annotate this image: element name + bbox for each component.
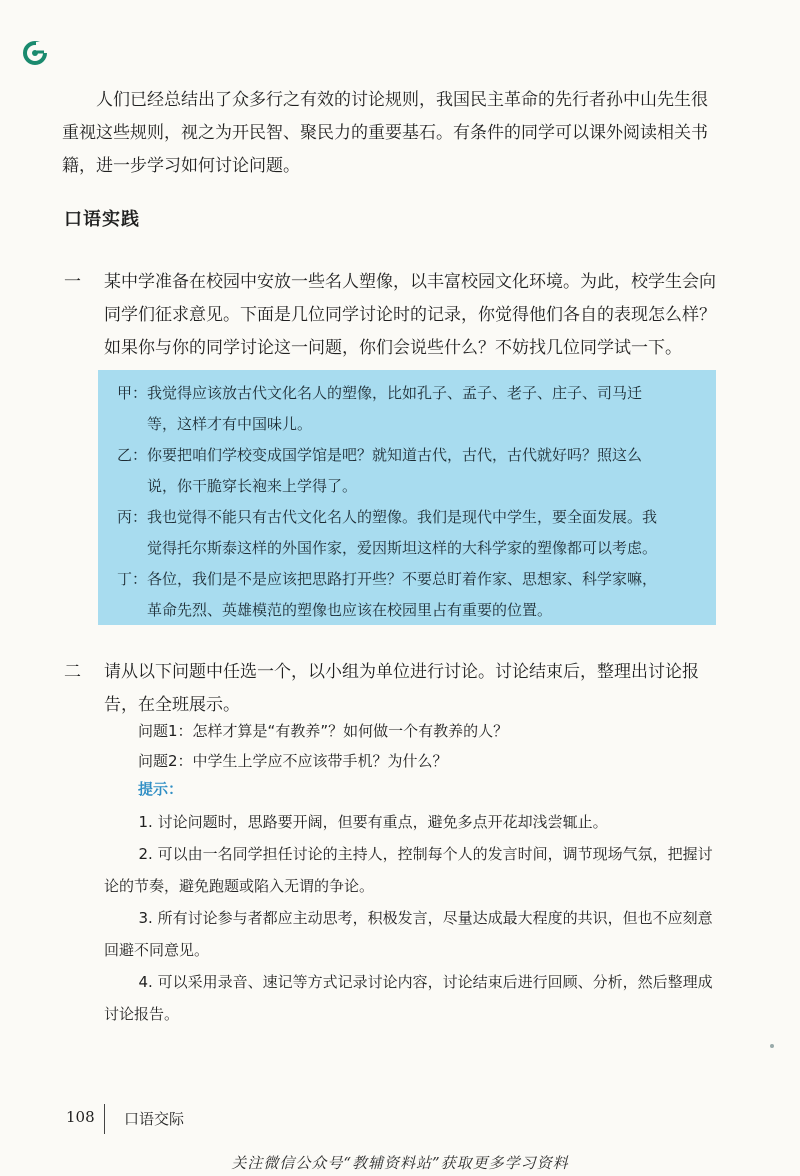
task-1-text: 某中学准备在校园中安放一些名人塑像，以丰富校园文化环境。为此，校学生会向同学们征求意见。下面是几位同学讨论时的记录，你觉得他们各自的表现怎么样？如果你与你的同学讨论这一问题，你们会说些什么？不妨找几位同学试一下。 xyxy=(104,272,716,358)
dialog-bing-line2: 觉得托尔斯泰这样的外国作家，爱因斯坦这样的大科学家的塑像都可以考虑。 xyxy=(147,539,658,557)
task-2-text: 请从以下问题中任选一个，以小组为单位进行讨论。讨论结束后，整理出讨论报告，在全班展示。 xyxy=(104,662,699,715)
page-number: 108 xyxy=(66,1108,95,1126)
dialog-jia-line2: 等，这样才有中国味儿。 xyxy=(147,415,313,433)
dialog-yi-line2: 说，你干脆穿长袍来上学得了。 xyxy=(147,477,358,495)
tip-2: 2. 可以由一名同学担任讨论的主持人，控制每个人的发言时间，调节现场气氛，把握讨论的节奏，避免跑题或陷入无谓的争论。 xyxy=(104,845,713,895)
corner-logo-icon xyxy=(22,40,48,66)
dialog-ding-line2: 革命先烈、英雄模范的塑像也应该在校园里占有重要的位置。 xyxy=(147,601,553,619)
question-2: 问题2：中学生上学应不应该带手机？为什么？ xyxy=(138,752,448,770)
tip-3: 3. 所有讨论参与者都应主动思考，积极发言，尽量达成最大程度的共识，但也不应刻意回避不同意见。 xyxy=(104,909,713,959)
dialog-bing-line1: 丙：我也觉得不能只有古代文化名人的塑像。我们是现代中学生，要全面发展。我 xyxy=(117,508,658,526)
dialog-yi-line1: 乙：你要把咱们学校变成国学馆是吧？就知道古代，古代，古代就好吗？照这么 xyxy=(117,446,643,464)
dialog-ding-line1: 丁：各位，我们是不是应该把思路打开些？不要总盯着作家、思想家、科学家嘛， xyxy=(117,570,658,588)
section-title: 口语实践 xyxy=(64,209,140,230)
footer-divider xyxy=(104,1104,105,1134)
tip-4: 4. 可以采用录音、速记等方式记录讨论内容，讨论结束后进行回顾、分析，然后整理成讨论报告。 xyxy=(104,973,713,1023)
tip-1: 1. 讨论问题时，思路要开阔，但要有重点，避免多点开花却浅尝辄止。 xyxy=(138,813,608,831)
watermark-text: 关注微信公众号“教辅资料站”获取更多学习资料 xyxy=(231,1154,569,1172)
tips-label: 提示： xyxy=(138,780,184,798)
footer-section-label: 口语交际 xyxy=(124,1110,185,1128)
scan-dot xyxy=(770,1044,774,1048)
task-1-number: 一 xyxy=(64,272,81,292)
dialog-jia-line1: 甲：我觉得应该放古代文化名人的塑像，比如孔子、孟子、老子、庄子、司马迁 xyxy=(117,384,643,402)
question-1: 问题1：怎样才算是“有教养”？如何做一个有教养的人？ xyxy=(138,722,509,740)
intro-paragraph: 人们已经总结出了众多行之有效的讨论规则，我国民主革命的先行者孙中山先生很重视这些规则，视之为开民智、聚民力的重要基石。有条件的同学可以课外阅读相关书籍，进一步学习如何讨论问题。 xyxy=(62,90,708,176)
task-2-number: 二 xyxy=(64,662,81,682)
